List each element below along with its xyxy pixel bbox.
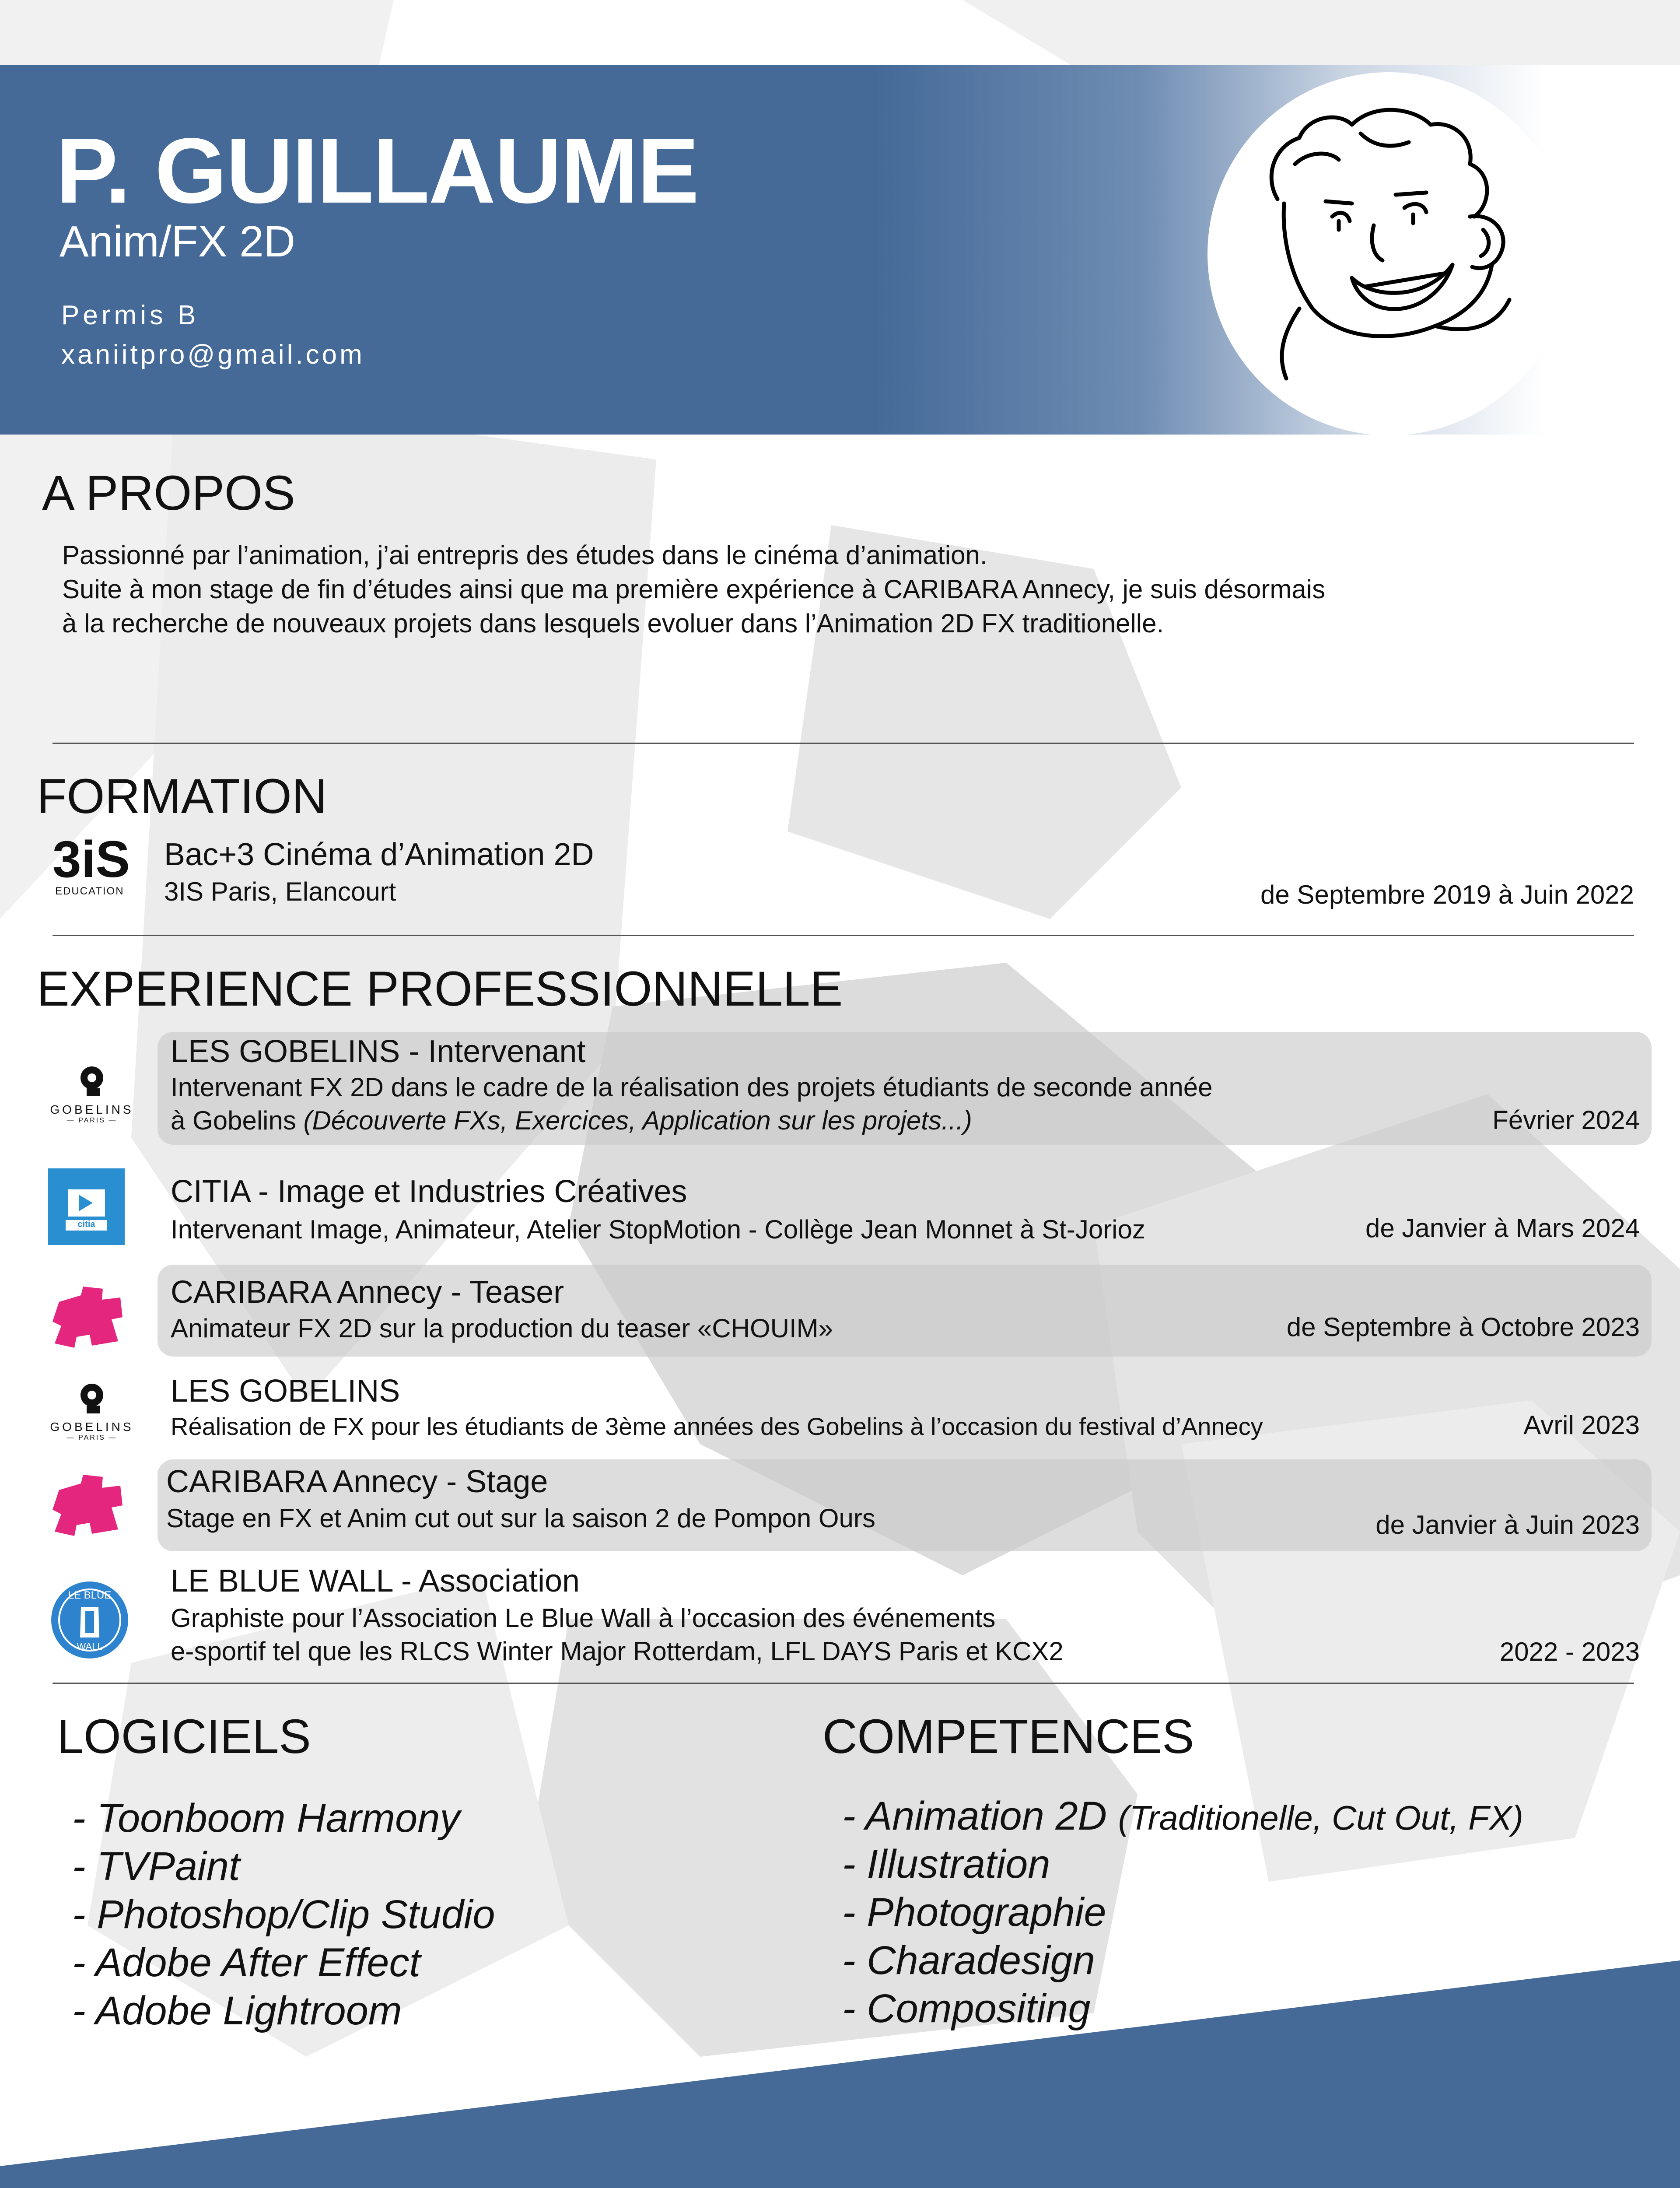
gobelins-logo-sub: — PARIS — (66, 1434, 117, 1441)
gobelins-logo (42, 1378, 142, 1444)
citia-play-icon (48, 1168, 125, 1245)
blue-wall-logo (50, 1581, 129, 1659)
about-line: Suite à mon stage de fin d’études ainsi que ma première expérience à CARIBARA Annecy, je suis désormais (62, 575, 1326, 604)
experience-date: 2022 - 2023 (1499, 1637, 1640, 1666)
section-divider (52, 935, 1634, 936)
experience-description (166, 1502, 1435, 1535)
about-line: Passionné par l’animation, j’ai entrepris des études dans le cinéma d’animation. (62, 540, 987, 570)
gobelins-mark-icon (42, 1061, 142, 1101)
email-address[interactable]: xaniitpro@gmail.com (61, 340, 365, 370)
gobelins-logo-text: GOBELINS (50, 1420, 134, 1434)
skill-item-detail: (Traditionelle, Cut Out, FX) (1118, 1799, 1523, 1837)
experience-title: CITIA - Image et Industries Créatives (171, 1174, 687, 1209)
avatar (1208, 72, 1571, 435)
experience-description (171, 1312, 1439, 1345)
experience-title: LES GOBELINS (171, 1374, 400, 1409)
skill-item (842, 1792, 1523, 1842)
candidate-role: Anim/FX 2D (60, 217, 296, 266)
caribara-puzzle-icon (50, 1284, 127, 1350)
gobelins-mark-icon (42, 1378, 142, 1418)
experience-title: LE BLUE WALL - Association (171, 1564, 580, 1599)
software-item: - Photoshop/Clip Studio (72, 1892, 495, 1937)
section-title-formation: FORMATION (37, 769, 327, 824)
skill-item: - Photographie (842, 1890, 1106, 1935)
citia-logo (48, 1168, 125, 1245)
experience-description (171, 1602, 1439, 1668)
experience-desc-line: Intervenant FX 2D dans le cadre de la réalisation des projets étudiants de seconde année (171, 1073, 1213, 1102)
about-line: à la recherche de nouveaux projets dans lesquels evoluer dans l’Animation 2D FX traditionelle. (62, 609, 1164, 638)
3is-logo-sub: EDUCATION (55, 885, 124, 897)
formation-date: de Septembre 2019 à Juin 2022 (1260, 880, 1634, 909)
avatar-drawing-icon (1208, 72, 1571, 435)
section-title-skills: COMPETENCES (822, 1710, 1194, 1764)
gobelins-logo-sub: — PARIS — (66, 1117, 117, 1124)
skill-item: - Illustration (842, 1842, 1050, 1886)
experience-description (171, 1410, 1439, 1443)
formation-degree: Bac+3 Cinéma d’Animation 2D (164, 837, 594, 872)
experience-desc-line: e-sportif tel que les RLCS Winter Major Rotterdam, LFL DAYS Paris et KCX2 (171, 1637, 1064, 1666)
experience-date: de Janvier à Juin 2023 (1376, 1510, 1640, 1539)
experience-desc-line: Stage en FX et Anim cut out sur la saison 2 de Pompon Ours (166, 1504, 875, 1533)
3is-logo-text: 3iS (52, 831, 130, 888)
blue-wall-logo-bottom: WALL (77, 1641, 103, 1652)
software-item: - TVPaint (72, 1844, 240, 1889)
candidate-name: P. GUILLAUME (56, 119, 698, 222)
skill-item: - Compositing (842, 1986, 1091, 2031)
caribara-logo (50, 1473, 127, 1538)
experience-desc-line: Animateur FX 2D sur la production du teaser «CHOUIM» (171, 1314, 833, 1343)
experience-title: LES GOBELINS - Intervenant (171, 1034, 586, 1069)
gobelins-logo (42, 1061, 142, 1127)
experience-desc-line: Intervenant Image, Animateur, Atelier StopMotion - Collège Jean Monnet à St-Jorioz (171, 1215, 1145, 1244)
experience-desc-line: Réalisation de FX pour les étudiants de 3ème années des Gobelins à l’occasion du festival d’Annecy (171, 1413, 1263, 1440)
blue-wall-logo-top: LE BLUE (68, 1589, 112, 1601)
experience-description (171, 1213, 1439, 1246)
formation-school: 3IS Paris, Elancourt (164, 877, 396, 906)
about-text (62, 538, 1506, 641)
caribara-logo (50, 1284, 127, 1350)
section-title-experience: EXPERIENCE PROFESSIONNELLE (37, 961, 843, 1016)
citia-logo-text: citia (77, 1220, 95, 1229)
caribara-puzzle-icon (50, 1473, 127, 1538)
experience-date: Février 2024 (1492, 1105, 1640, 1135)
experience-title: CARIBARA Annecy - Teaser (171, 1275, 564, 1310)
experience-desc-text: à Gobelins (171, 1106, 296, 1135)
gobelins-logo-text: GOBELINS (50, 1103, 134, 1116)
experience-desc-italic: (Découverte FXs, Exercices, Application sur les projets...) (303, 1106, 972, 1135)
skill-item-text: - Animation 2D (842, 1794, 1118, 1838)
section-divider (52, 1683, 1634, 1684)
section-title-software: LOGICIELS (57, 1710, 311, 1764)
experience-desc-line (171, 1104, 1439, 1137)
section-divider (52, 743, 1634, 744)
skill-item: - Charadesign (842, 1938, 1095, 1983)
experience-description (171, 1071, 1439, 1137)
software-item: - Toonboom Harmony (72, 1796, 460, 1841)
software-item: - Adobe Lightroom (72, 1988, 402, 2033)
experience-title: CARIBARA Annecy - Stage (166, 1464, 548, 1499)
3is-logo (52, 831, 130, 899)
experience-date: de Janvier à Mars 2024 (1365, 1213, 1640, 1243)
software-item: - Adobe After Effect (72, 1940, 421, 1985)
experience-desc-line: Graphiste pour l’Association Le Blue Wall à l’occasion des événements (171, 1603, 996, 1633)
experience-date: Avril 2023 (1523, 1410, 1640, 1440)
section-title-about: A PROPOS (42, 466, 295, 520)
driving-license: Permis B (61, 300, 200, 330)
experience-date: de Septembre à Octobre 2023 (1286, 1312, 1640, 1342)
